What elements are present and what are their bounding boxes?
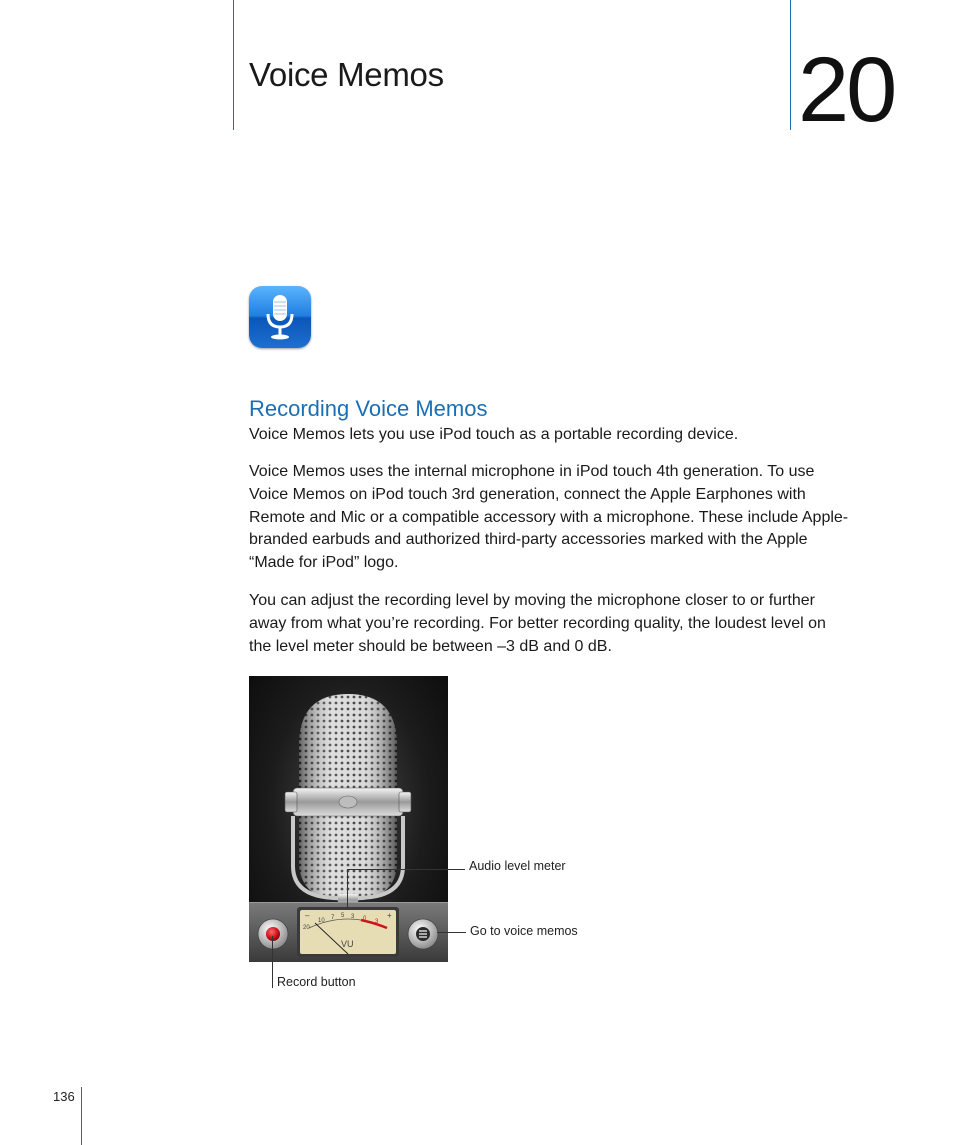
record-button[interactable]: [258, 919, 288, 949]
section-heading: Recording Voice Memos: [249, 396, 488, 421]
microphone-icon: [249, 286, 311, 348]
header-rule-left: [233, 0, 234, 130]
meter-tick-4: 3: [351, 914, 355, 920]
meter-tick-6: 3: [375, 919, 379, 925]
paragraph-recording-level: You can adjust the recording level by moving the microphone closer to or further away from what you’re recording. For better recording quality, the loudest level on the level meter should be between –3 dB and 0 dB.: [249, 592, 826, 655]
voice-memos-list-button[interactable]: [408, 919, 438, 949]
callout-line-audio-horizontal: [347, 869, 465, 870]
callout-record-button: Record button: [277, 975, 356, 989]
header-rule-right: [790, 0, 791, 130]
meter-tick-0: 20: [303, 925, 310, 931]
paragraph-microphone: Voice Memos uses the internal microphone in iPod touch 4th generation. To use Voice Memos on iPod touch 3rd generation, connect the Apple Earphones with Remote and Mic or a compatible accessory with a microphone. These include Apple-branded earbuds and authorized third-party accessories marked with the Apple “Made for iPod” logo.: [249, 463, 849, 572]
voice-memos-screenshot: [249, 676, 448, 962]
callout-line-record: [272, 936, 273, 988]
page-number: 136: [53, 1089, 75, 1104]
callout-go-to-voice-memos: Go to voice memos: [470, 924, 578, 938]
microphone-graphic: [285, 694, 411, 906]
callout-line-voice: [437, 932, 466, 933]
paragraph-intro: Voice Memos lets you use iPod touch as a portable recording device.: [249, 426, 739, 443]
meter-tick-3: 5: [341, 913, 345, 919]
footer-rule: [81, 1087, 82, 1145]
meter-minus-label: –: [305, 911, 310, 920]
chapter-title: Voice Memos: [249, 56, 444, 93]
meter-unit-label: VU: [341, 939, 354, 949]
chapter-number: 20: [798, 39, 895, 141]
audio-level-meter: [297, 907, 399, 957]
meter-tick-1: 10: [318, 918, 325, 924]
voice-memos-app-icon: [249, 286, 311, 348]
meter-tick-2: 7: [331, 915, 335, 921]
meter-tick-5: 0: [363, 916, 367, 922]
callout-audio-level-meter: Audio level meter: [469, 859, 566, 873]
callout-line-audio-vertical: [347, 869, 348, 909]
meter-plus-label: +: [387, 911, 392, 920]
